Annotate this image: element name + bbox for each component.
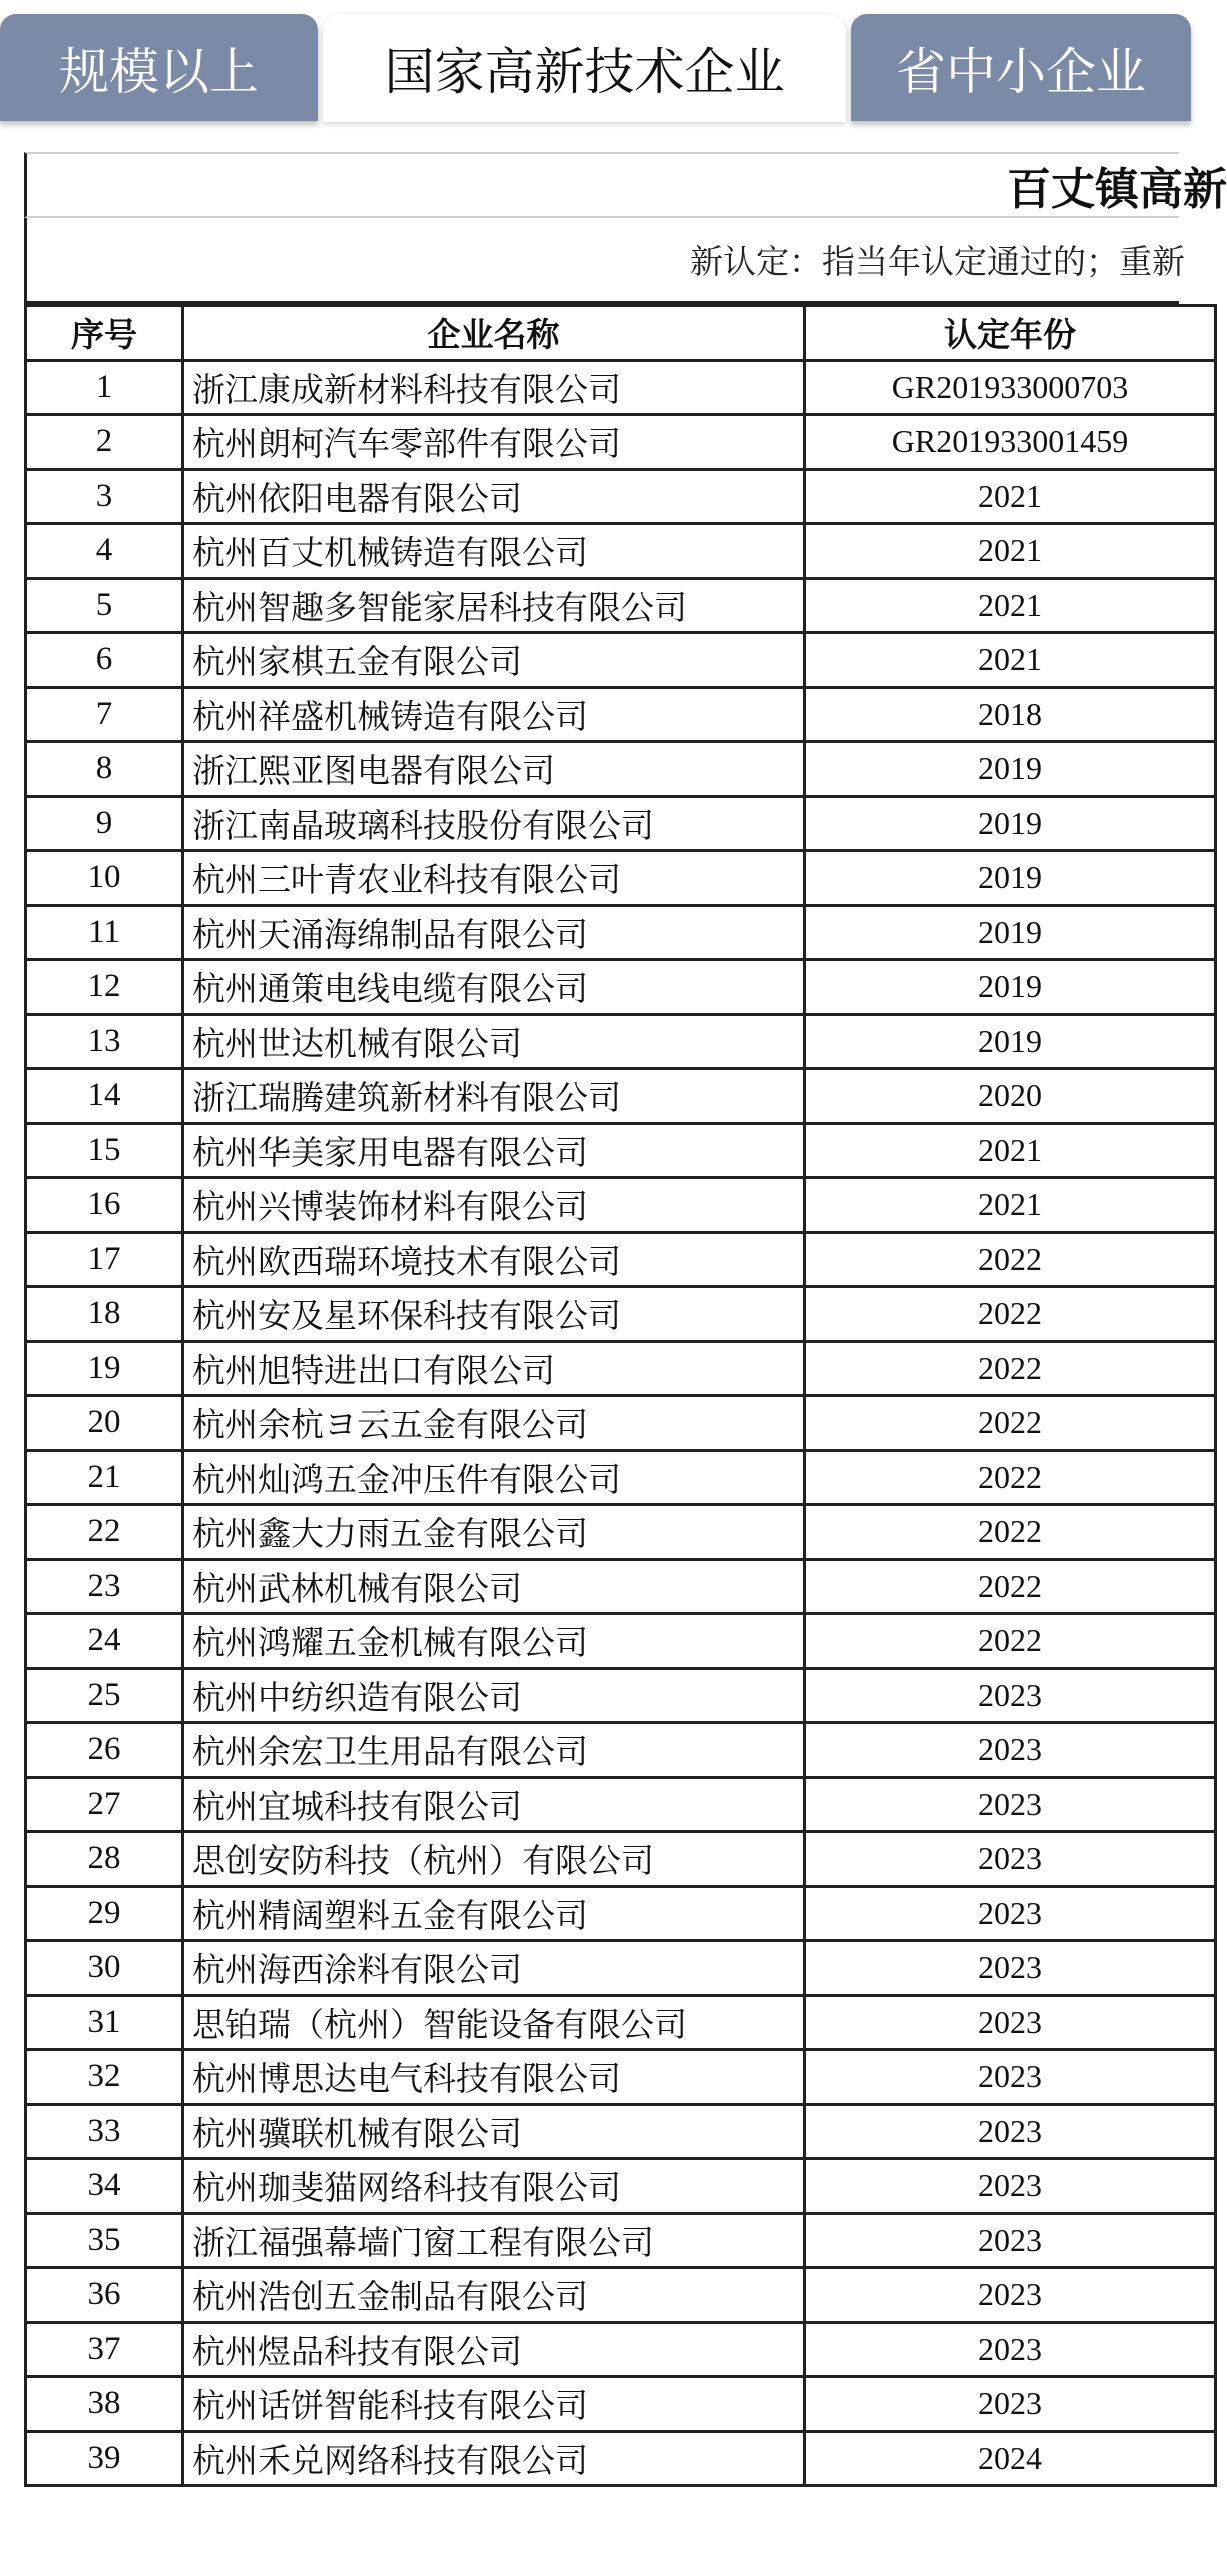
company-table (24, 304, 1217, 2487)
table-row (26, 633, 1216, 688)
row-cert-year[interactable]: 2024 (805, 2431, 1216, 2486)
row-cert-year[interactable]: 2022 (805, 1287, 1216, 1342)
row-company-name[interactable]: 浙江瑞腾建筑新材料有限公司 (183, 1069, 805, 1124)
row-index[interactable]: 2 (26, 415, 183, 470)
row-company-name[interactable]: 杭州精阔塑料五金有限公司 (183, 1886, 805, 1941)
row-index[interactable]: 20 (26, 1396, 183, 1451)
row-cert-year[interactable]: 2022 (805, 1559, 1216, 1614)
row-index[interactable]: 9 (26, 796, 183, 851)
row-company-name[interactable]: 浙江熙亚图电器有限公司 (183, 742, 805, 797)
row-cert-year[interactable]: 2022 (805, 1396, 1216, 1451)
row-cert-year[interactable]: 2023 (805, 1886, 1216, 1941)
row-index[interactable]: 18 (26, 1287, 183, 1342)
header-index: 序号 (26, 306, 183, 361)
row-cert-year[interactable]: GR201933001459 (805, 415, 1216, 470)
row-company-name[interactable]: 杭州三叶青农业科技有限公司 (183, 851, 805, 906)
row-company-name[interactable]: 杭州灿鸿五金冲压件有限公司 (183, 1450, 805, 1505)
table-row (26, 2104, 1216, 2159)
row-index[interactable]: 28 (26, 1832, 183, 1887)
row-index[interactable]: 21 (26, 1450, 183, 1505)
row-index[interactable]: 26 (26, 1723, 183, 1778)
row-cert-year[interactable]: 2022 (805, 1450, 1216, 1505)
row-index[interactable]: 12 (26, 960, 183, 1015)
row-cert-year[interactable]: 2022 (805, 1232, 1216, 1287)
row-cert-year[interactable]: 2021 (805, 1178, 1216, 1233)
table-header-row (26, 306, 1216, 361)
row-cert-year[interactable]: 2023 (805, 2050, 1216, 2105)
table-row (26, 1777, 1216, 1832)
table-row (26, 1069, 1216, 1124)
row-company-name[interactable]: 思铂瑞（杭州）智能设备有限公司 (183, 1995, 805, 2050)
row-index[interactable]: 38 (26, 2377, 183, 2432)
row-company-name[interactable]: 杭州欧西瑞环境技术有限公司 (183, 1232, 805, 1287)
row-company-name[interactable]: 杭州华美家用电器有限公司 (183, 1123, 805, 1178)
row-index[interactable]: 17 (26, 1232, 183, 1287)
row-company-name[interactable]: 杭州兴博装饰材料有限公司 (183, 1178, 805, 1233)
row-index[interactable]: 6 (26, 633, 183, 688)
row-cert-year[interactable]: 2019 (805, 905, 1216, 960)
row-index[interactable]: 27 (26, 1777, 183, 1832)
row-cert-year[interactable]: 2022 (805, 1505, 1216, 1560)
table-row (26, 851, 1216, 906)
table-row (26, 1287, 1216, 1342)
table-row (26, 524, 1216, 579)
row-cert-year[interactable]: 2021 (805, 469, 1216, 524)
tab-above-scale[interactable]: 规模以上 (0, 14, 318, 121)
row-company-name[interactable]: 杭州煜品科技有限公司 (183, 2322, 805, 2377)
row-company-name[interactable]: 杭州天涌海绵制品有限公司 (183, 905, 805, 960)
row-index[interactable]: 15 (26, 1123, 183, 1178)
table-row (26, 2050, 1216, 2105)
table-row (26, 1396, 1216, 1451)
row-company-name[interactable]: 思创安防科技（杭州）有限公司 (183, 1832, 805, 1887)
row-cert-year[interactable]: 2021 (805, 633, 1216, 688)
table-row (26, 2159, 1216, 2214)
row-company-name[interactable]: 浙江南晶玻璃科技股份有限公司 (183, 796, 805, 851)
row-company-name[interactable]: 杭州依阳电器有限公司 (183, 469, 805, 524)
table-row (26, 742, 1216, 797)
row-company-name[interactable]: 浙江康成新材料科技有限公司 (183, 360, 805, 415)
row-cert-year[interactable]: 2022 (805, 1614, 1216, 1669)
table-row (26, 1723, 1216, 1778)
row-company-name[interactable]: 杭州鸿耀五金机械有限公司 (183, 1614, 805, 1669)
table-row (26, 578, 1216, 633)
row-company-name[interactable]: 杭州骥联机械有限公司 (183, 2104, 805, 2159)
row-index[interactable]: 10 (26, 851, 183, 906)
table-row (26, 1668, 1216, 1723)
row-company-name[interactable]: 杭州武林机械有限公司 (183, 1559, 805, 1614)
table-row (26, 2431, 1216, 2486)
table-row (26, 1123, 1216, 1178)
spreadsheet (24, 152, 1227, 2487)
table-row (26, 1178, 1216, 1233)
table-row (26, 2268, 1216, 2323)
row-company-name[interactable]: 杭州安及星环保科技有限公司 (183, 1287, 805, 1342)
table-row (26, 1232, 1216, 1287)
row-cert-year[interactable]: 2019 (805, 960, 1216, 1015)
row-index[interactable]: 19 (26, 1341, 183, 1396)
table-row (26, 796, 1216, 851)
row-company-name[interactable]: 杭州智趣多智能家居科技有限公司 (183, 578, 805, 633)
row-index[interactable]: 39 (26, 2431, 183, 2486)
sheet-note-row (24, 218, 1185, 304)
table-row (26, 1832, 1216, 1887)
row-company-name[interactable]: 杭州宜城科技有限公司 (183, 1777, 805, 1832)
row-cert-year[interactable]: 2023 (805, 2322, 1216, 2377)
row-cert-year[interactable]: 2023 (805, 1668, 1216, 1723)
row-company-name[interactable]: 杭州余宏卫生用品有限公司 (183, 1723, 805, 1778)
row-index[interactable]: 37 (26, 2322, 183, 2377)
row-index[interactable]: 16 (26, 1178, 183, 1233)
row-cert-year[interactable]: 2023 (805, 1832, 1216, 1887)
table-row (26, 1995, 1216, 2050)
row-cert-year[interactable]: 2021 (805, 1123, 1216, 1178)
row-company-name[interactable]: 杭州浩创五金制品有限公司 (183, 2268, 805, 2323)
row-cert-year[interactable]: 2023 (805, 2268, 1216, 2323)
row-cert-year[interactable]: GR201933000703 (805, 360, 1216, 415)
row-cert-year[interactable]: 2023 (805, 1941, 1216, 1996)
row-index[interactable]: 32 (26, 2050, 183, 2105)
header-cert-year: 认定年份 (805, 306, 1216, 361)
tab-national-high-tech[interactable]: 国家高新技术企业 (323, 14, 846, 122)
row-index[interactable]: 8 (26, 742, 183, 797)
row-cert-year[interactable]: 2019 (805, 851, 1216, 906)
row-cert-year[interactable]: 2023 (805, 2377, 1216, 2432)
row-cert-year[interactable]: 2019 (805, 1014, 1216, 1069)
row-company-name[interactable]: 杭州朗柯汽车零部件有限公司 (183, 415, 805, 470)
row-index[interactable]: 14 (26, 1069, 183, 1124)
sheet-title-row (24, 152, 1227, 218)
table-row (26, 1614, 1216, 1669)
table-row (26, 1505, 1216, 1560)
row-cert-year[interactable]: 2023 (805, 1777, 1216, 1832)
row-index[interactable]: 33 (26, 2104, 183, 2159)
row-company-name[interactable]: 杭州中纺织造有限公司 (183, 1668, 805, 1723)
row-cert-year[interactable]: 2021 (805, 524, 1216, 579)
table-row (26, 1559, 1216, 1614)
row-company-name[interactable]: 杭州通策电线电缆有限公司 (183, 960, 805, 1015)
row-company-name[interactable]: 杭州旭特进出口有限公司 (183, 1341, 805, 1396)
row-cert-year[interactable]: 2023 (805, 2104, 1216, 2159)
row-company-name[interactable]: 杭州禾兑网络科技有限公司 (183, 2431, 805, 2486)
table-row (26, 1450, 1216, 1505)
row-index[interactable]: 22 (26, 1505, 183, 1560)
row-index[interactable]: 5 (26, 578, 183, 633)
tab-bar (0, 0, 1179, 150)
row-index[interactable]: 24 (26, 1614, 183, 1669)
tab-provincial-sme[interactable]: 省中小企业 (851, 14, 1191, 121)
sheet-title: 百丈镇高新 (1007, 164, 1227, 215)
row-index[interactable]: 1 (26, 360, 183, 415)
table-row (26, 1014, 1216, 1069)
table-row (26, 905, 1216, 960)
row-company-name[interactable]: 杭州祥盛机械铸造有限公司 (183, 687, 805, 742)
row-company-name[interactable]: 杭州话饼智能科技有限公司 (183, 2377, 805, 2432)
row-cert-year[interactable]: 2019 (805, 796, 1216, 851)
table-row (26, 687, 1216, 742)
table-row (26, 2322, 1216, 2377)
row-index[interactable]: 35 (26, 2213, 183, 2268)
row-company-name[interactable]: 杭州家棋五金有限公司 (183, 633, 805, 688)
table-row (26, 2377, 1216, 2432)
table-row (26, 360, 1216, 415)
table-row (26, 960, 1216, 1015)
row-index[interactable]: 4 (26, 524, 183, 579)
table-body (26, 360, 1216, 2486)
row-company-name[interactable]: 浙江福强幕墙门窗工程有限公司 (183, 2213, 805, 2268)
row-index[interactable]: 7 (26, 687, 183, 742)
row-company-name[interactable]: 杭州海西涂料有限公司 (183, 1941, 805, 1996)
row-index[interactable]: 3 (26, 469, 183, 524)
table-row (26, 1341, 1216, 1396)
row-cert-year[interactable]: 2023 (805, 1995, 1216, 2050)
row-company-name[interactable]: 杭州鑫大力雨五金有限公司 (183, 1505, 805, 1560)
row-cert-year[interactable]: 2023 (805, 1723, 1216, 1778)
table-row (26, 469, 1216, 524)
row-cert-year[interactable]: 2018 (805, 687, 1216, 742)
header-company-name: 企业名称 (183, 306, 805, 361)
row-company-name[interactable]: 杭州百丈机械铸造有限公司 (183, 524, 805, 579)
row-cert-year[interactable]: 2020 (805, 1069, 1216, 1124)
row-cert-year[interactable]: 2019 (805, 742, 1216, 797)
row-index[interactable]: 31 (26, 1995, 183, 2050)
row-company-name[interactable]: 杭州世达机械有限公司 (183, 1014, 805, 1069)
table-row (26, 1941, 1216, 1996)
table-row (26, 415, 1216, 470)
row-cert-year[interactable]: 2022 (805, 1341, 1216, 1396)
table-row (26, 1886, 1216, 1941)
row-company-name[interactable]: 杭州博思达电气科技有限公司 (183, 2050, 805, 2105)
row-cert-year[interactable]: 2023 (805, 2159, 1216, 2214)
row-index[interactable]: 36 (26, 2268, 183, 2323)
sheet-note: 新认定：指当年认定通过的；重新 (690, 242, 1185, 281)
row-index[interactable]: 11 (26, 905, 183, 960)
row-index[interactable]: 34 (26, 2159, 183, 2214)
row-index[interactable]: 29 (26, 1886, 183, 1941)
row-company-name[interactable]: 杭州珈斐猫网络科技有限公司 (183, 2159, 805, 2214)
row-index[interactable]: 25 (26, 1668, 183, 1723)
row-company-name[interactable]: 杭州余杭ヨ云五金有限公司 (183, 1396, 805, 1451)
table-row (26, 2213, 1216, 2268)
row-cert-year[interactable]: 2021 (805, 578, 1216, 633)
row-cert-year[interactable]: 2023 (805, 2213, 1216, 2268)
row-index[interactable]: 23 (26, 1559, 183, 1614)
row-index[interactable]: 30 (26, 1941, 183, 1996)
row-index[interactable]: 13 (26, 1014, 183, 1069)
